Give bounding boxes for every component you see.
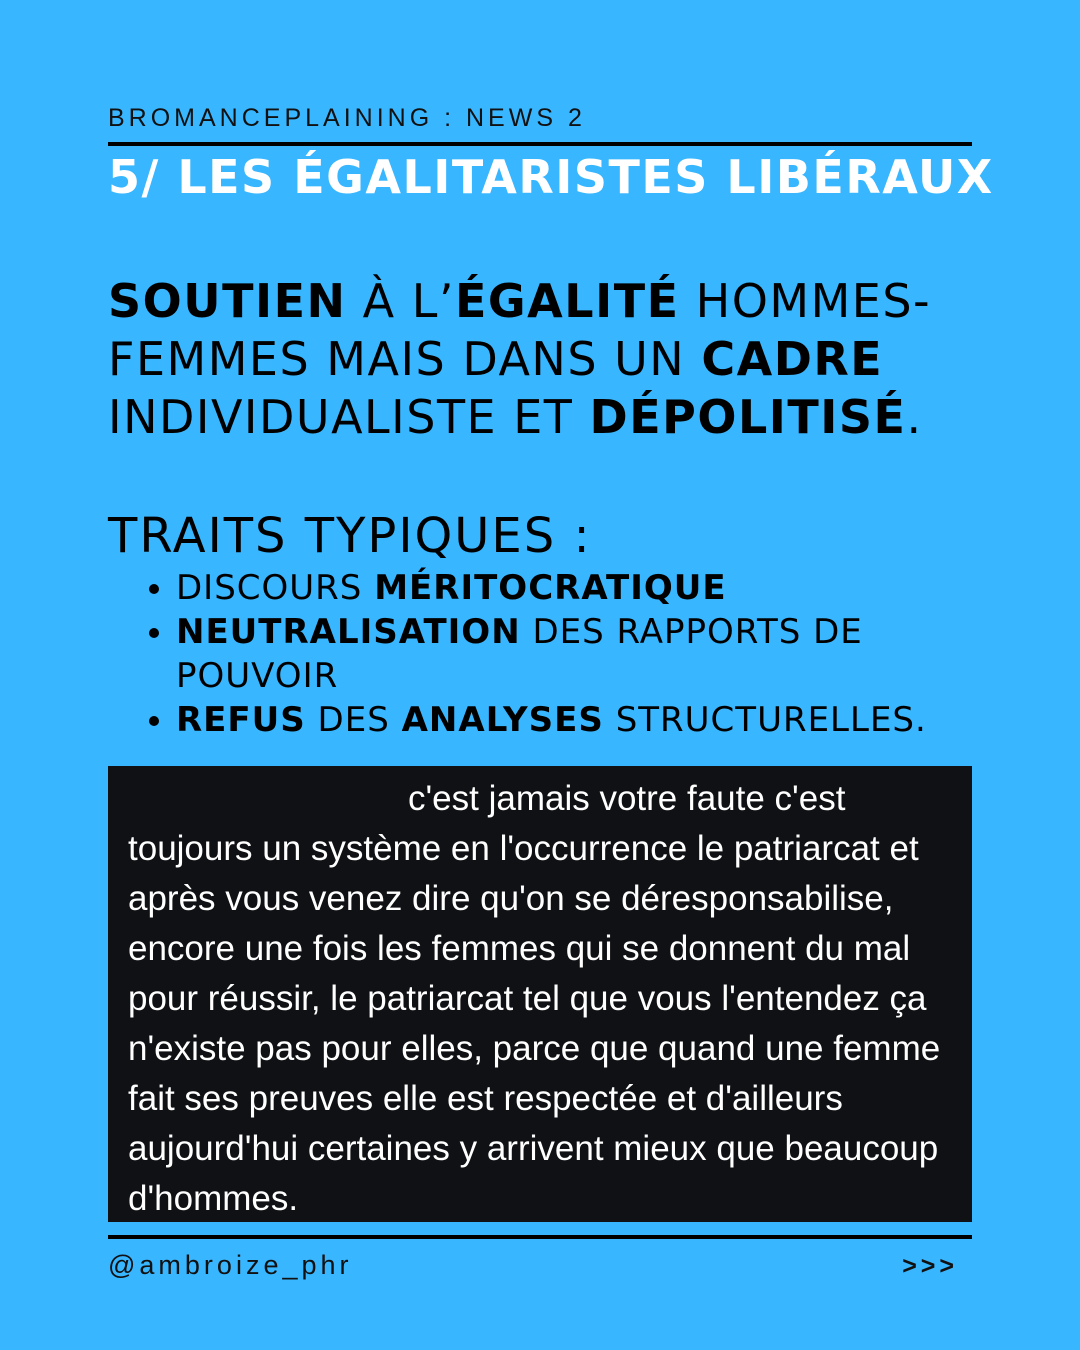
quote-text: c'est jamais votre faute c'est toujours un système en l'occurrence le patriarcat et après vous venez dire qu'on se déresponsabilise, encore une fois les femmes qui se donnent du mal pour réussir, le patriarcat tel que vous l'entendez ça n'existe pas pour elles, parce que quand une femme fait ses preuves elle est respectée et d'ailleurs aujourd'hui certaines y arrivent mieux que beaucoup d'hommes.: [128, 779, 941, 1218]
traits-list: [150, 566, 976, 742]
page-title: 5/ LES ÉGALITARISTES LIBÉRAUX: [108, 150, 994, 204]
next-arrows[interactable]: >>>: [902, 1252, 958, 1280]
trait-keyword: MÉRITOCRATIQUE: [374, 568, 727, 608]
trait-text: DES: [305, 700, 402, 740]
trait-item: [176, 698, 976, 742]
trait-text: STRUCTURELLES.: [603, 700, 927, 740]
trait-keyword: REFUS: [176, 700, 306, 740]
header-kicker: BROMANCEPLAINING : NEWS 2: [108, 104, 586, 132]
lead-seg-6: DÉPOLITISÉ: [589, 390, 907, 444]
trait-text: DISCOURS: [176, 568, 375, 608]
lead-statement: [108, 272, 988, 446]
author-handle: @ambroize_phr: [108, 1250, 353, 1280]
lead-seg-7: .: [906, 390, 923, 444]
bottom-divider: [108, 1235, 972, 1239]
trait-text: DES RAPPORTS DE POUVOIR: [176, 612, 863, 696]
trait-keyword: ANALYSES: [401, 700, 604, 740]
lead-seg-5: INDIVIDUALISTE ET: [108, 390, 590, 444]
traits-heading: TRAITS TYPIQUES :: [108, 508, 592, 564]
top-divider: [108, 142, 972, 146]
lead-seg-4: CADRE: [701, 332, 884, 386]
lead-seg-1: À L’: [346, 274, 455, 328]
quote-box: [108, 766, 972, 1222]
trait-keyword: NEUTRALISATION: [176, 612, 521, 652]
lead-seg-3: HOMMES-FEMMES MAIS DANS UN: [108, 274, 932, 386]
lead-seg-2: ÉGALITÉ: [454, 274, 680, 328]
lead-seg-0: SOUTIEN: [108, 274, 347, 328]
trait-item: [176, 566, 976, 610]
trait-item: [176, 610, 976, 698]
